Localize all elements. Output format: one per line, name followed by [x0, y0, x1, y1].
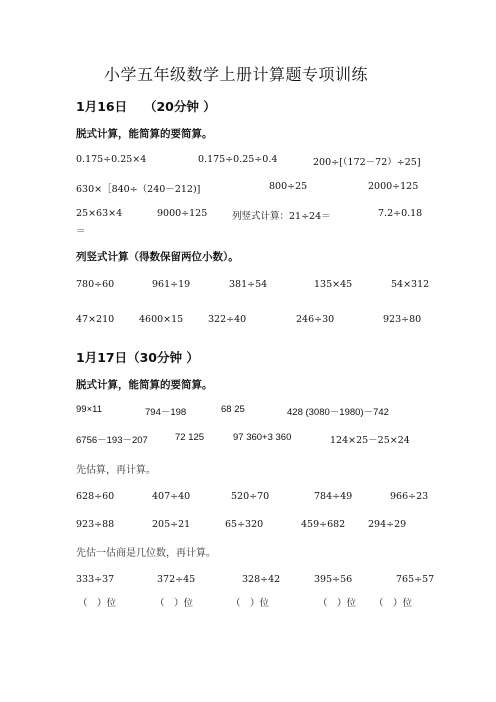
problem: 765÷57 [396, 574, 435, 585]
problem: 72 125 [175, 432, 205, 443]
problem: 124×25－25×24 [330, 435, 410, 446]
problem: 54×312 [391, 279, 430, 290]
problem: 923÷80 [383, 314, 422, 325]
day1-s2-instruction: 列竖式计算（得数保留两位小数）。 [76, 251, 239, 263]
problem: 333÷37 [76, 574, 115, 585]
problem: 68 25 [221, 404, 245, 415]
problem: 407÷40 [152, 491, 191, 502]
problem: 200÷[（172－72）÷25] [313, 157, 421, 168]
problem: 0.175÷0.25÷0.4 [198, 154, 278, 165]
problem: 4600×15 [139, 314, 184, 325]
problem: 47×210 [76, 314, 115, 325]
problem: 395÷56 [314, 574, 353, 585]
day2-heading: 1月17日（30分钟 ） [76, 350, 199, 365]
problem: 205÷21 [152, 519, 191, 530]
problem: 246÷30 [296, 314, 335, 325]
problem: 99×11 [76, 404, 102, 415]
problem: 372÷45 [157, 574, 196, 585]
day1-s1-instruction: 脱式计算，能简算的要简算。 [76, 128, 213, 140]
problem: 784÷49 [314, 491, 353, 502]
problem: 800÷25 [269, 181, 308, 192]
day2-s1-instruction: 脱式计算，能简算的要简算。 [76, 379, 213, 391]
problem: 381÷54 [229, 279, 268, 290]
digit-answer-blank: （ ）位 [231, 598, 270, 609]
digit-answer-blank: （ ）位 [318, 598, 357, 609]
problem: 0.175÷0.25×4 [76, 154, 147, 165]
problem: 966÷23 [390, 491, 429, 502]
problem: 794－198 [145, 407, 187, 418]
problem: 780÷60 [76, 279, 115, 290]
problem: 459÷682 [301, 519, 346, 530]
problem: 2000÷125 [368, 181, 419, 192]
problem: 628÷60 [76, 491, 115, 502]
problem: 630×［840÷（240－212)] [76, 184, 201, 195]
digit-answer-blank: （ ）位 [374, 598, 413, 609]
problem: 923÷88 [76, 519, 115, 530]
digit-answer-blank: （ ）位 [78, 598, 117, 609]
problem: 9000÷125 [157, 208, 208, 219]
problem: 6756－193－207 [76, 435, 148, 446]
problem: 65÷320 [225, 519, 264, 530]
day2-s2-instruction: 先估算，再计算。 [76, 465, 156, 476]
problem: 520÷70 [231, 491, 270, 502]
day2-s3-instruction: 先估一估商是几位数，再计算。 [76, 548, 216, 559]
page-title: 小学五年级数学上册计算题专项训练 [104, 65, 369, 84]
problem: 7.2÷0.18 [378, 208, 423, 219]
problem: 97 360+3 360 [233, 432, 292, 443]
problem: 428 (3080－1980)－742 [287, 407, 389, 418]
problem: 135×45 [314, 279, 353, 290]
problem: 294÷29 [368, 519, 407, 530]
problem: 961÷19 [152, 279, 191, 290]
equals-sign: ＝ [76, 226, 86, 237]
problem: 322÷40 [208, 314, 247, 325]
day1-heading: 1月16日 （20分钟 ） [76, 99, 216, 114]
problem: 328÷42 [242, 574, 281, 585]
digit-answer-blank: （ ）位 [155, 598, 194, 609]
problem: 25×63×4 [76, 208, 123, 219]
problem: 列竖式计算：21÷24＝ [232, 211, 331, 222]
